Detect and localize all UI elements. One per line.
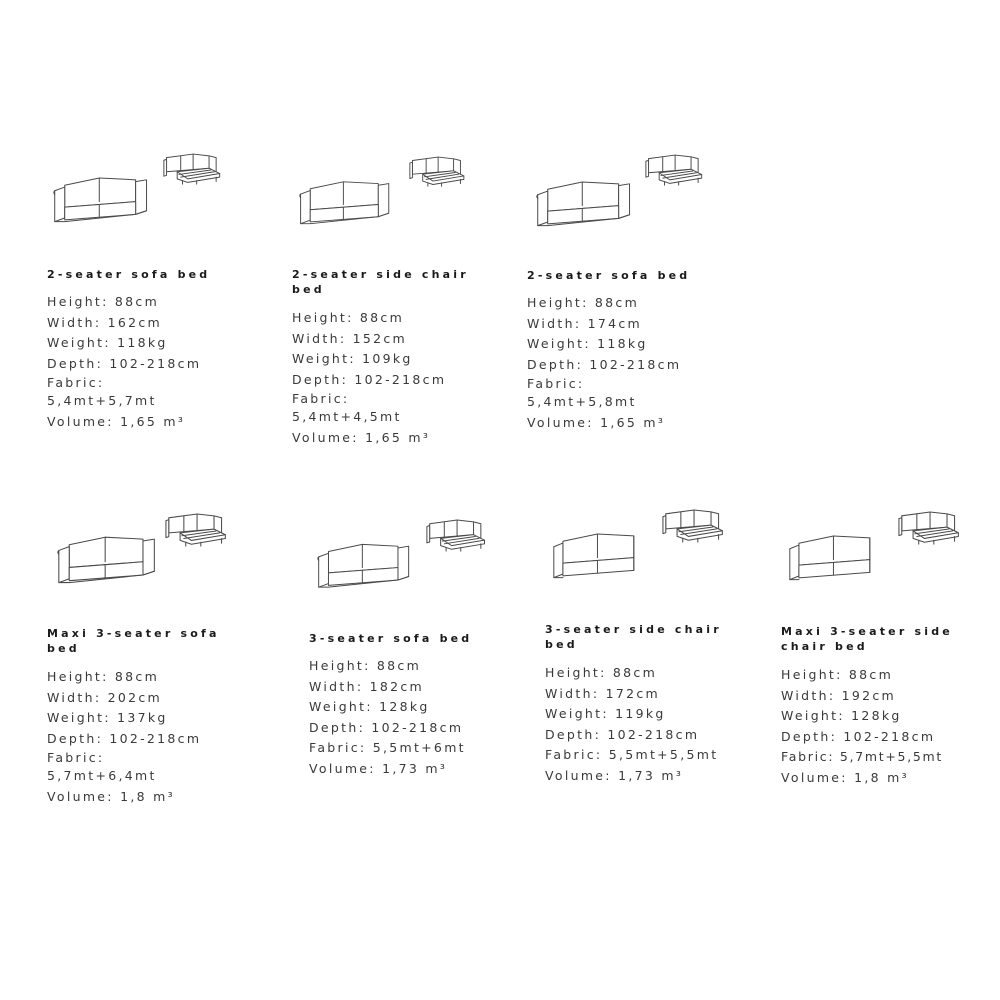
- spec-volume: Volume: 1,73 m³: [545, 767, 684, 783]
- sofa-illustration: [52, 168, 152, 228]
- spec-width: Width: 182cm: [309, 678, 425, 694]
- spec-fabric: Fabric: 5,7mt+6,4mt: [47, 750, 157, 783]
- spec-depth: Depth: 102-218cm: [527, 356, 682, 372]
- spec-volume: Volume: 1,8 m³: [47, 788, 175, 804]
- spec-volume: Volume: 1,73 m³: [309, 760, 448, 776]
- sofa-bed-open-illustration: [662, 508, 728, 546]
- product-specs: [309, 656, 529, 780]
- sofa-illustration: [56, 528, 160, 588]
- sofa-bed-open-illustration: [165, 512, 231, 550]
- spec-depth: Depth: 102-218cm: [545, 726, 700, 742]
- spec-height: Height: 88cm: [47, 294, 160, 309]
- sofa-illustration: [298, 172, 394, 230]
- spec-height: Height: 88cm: [292, 310, 405, 325]
- spec-depth: Depth: 102-218cm: [781, 728, 936, 744]
- spec-weight: Weight: 118kg: [47, 335, 168, 351]
- sofa-illustration: [552, 524, 652, 584]
- spec-width: Width: 162cm: [47, 314, 163, 330]
- sofa-illustration: [535, 172, 635, 232]
- sofa-bed-open-illustration: [426, 518, 490, 555]
- spec-height: Height: 88cm: [781, 667, 894, 682]
- sofa-bed-open-illustration: [163, 152, 225, 188]
- sofa-bed-open-illustration: [409, 155, 469, 190]
- product-specs: [47, 667, 247, 807]
- product-title: 2-seater sofa bed: [527, 269, 691, 282]
- spec-weight: Weight: 109kg: [292, 351, 413, 367]
- spec-weight: Weight: 137kg: [47, 710, 168, 726]
- sofa-bed-open-illustration: [898, 510, 964, 548]
- spec-width: Width: 202cm: [47, 689, 163, 705]
- spec-width: Width: 174cm: [527, 315, 643, 331]
- sofa-bed-open-illustration: [645, 153, 707, 189]
- spec-height: Height: 88cm: [47, 669, 160, 684]
- spec-volume: Volume: 1,8 m³: [781, 769, 909, 785]
- spec-width: Width: 152cm: [292, 330, 408, 346]
- spec-depth: Depth: 102-218cm: [309, 719, 464, 735]
- spec-width: Width: 172cm: [545, 685, 661, 701]
- spec-height: Height: 88cm: [545, 665, 658, 680]
- spec-depth: Depth: 102-218cm: [292, 371, 447, 387]
- spec-width: Width: 192cm: [781, 687, 897, 703]
- spec-fabric: Fabric: 5,5mt+5,5mt: [545, 747, 719, 763]
- spec-weight: Weight: 119kg: [545, 706, 666, 722]
- product-title: 2-seater side chair bed: [292, 268, 469, 296]
- sofa-illustration: [788, 526, 888, 586]
- product-specs: [292, 308, 492, 448]
- spec-weight: Weight: 128kg: [309, 699, 430, 715]
- product-title: 3-seater sofa bed: [309, 632, 473, 645]
- product-specs: [47, 292, 247, 432]
- product-title: Maxi 3-seater sofa bed: [47, 627, 220, 655]
- spec-fabric: Fabric: 5,4mt+5,7mt: [47, 375, 157, 408]
- spec-weight: Weight: 128kg: [781, 708, 902, 724]
- spec-volume: Volume: 1,65 m³: [47, 413, 186, 429]
- spec-fabric: Fabric: 5,7mt+5,5mt: [781, 749, 943, 765]
- spec-weight: Weight: 118kg: [527, 336, 648, 352]
- spec-depth: Depth: 102-218cm: [47, 730, 202, 746]
- spec-height: Height: 88cm: [527, 295, 640, 310]
- sofa-illustration: [316, 534, 414, 594]
- product-title: Maxi 3-seater side chair bed: [781, 625, 953, 653]
- product-specs: [781, 665, 996, 789]
- spec-volume: Volume: 1,65 m³: [292, 429, 431, 445]
- spec-volume: Volume: 1,65 m³: [527, 414, 666, 430]
- spec-fabric: Fabric: 5,4mt+4,5mt: [292, 391, 402, 424]
- spec-fabric: Fabric: 5,4mt+5,8mt: [527, 376, 637, 409]
- product-specs: [527, 293, 727, 433]
- product-specs: [545, 663, 765, 787]
- product-title: 2-seater sofa bed: [47, 268, 211, 281]
- spec-depth: Depth: 102-218cm: [47, 355, 202, 371]
- spec-height: Height: 88cm: [309, 658, 422, 673]
- product-title: 3-seater side chair bed: [545, 623, 722, 651]
- spec-fabric: Fabric: 5,5mt+6mt: [309, 740, 466, 756]
